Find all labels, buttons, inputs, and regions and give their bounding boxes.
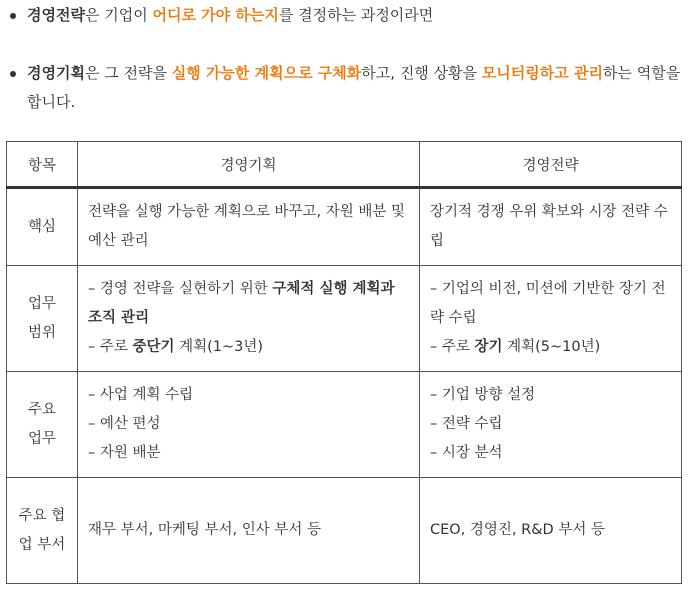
list-item: – 자원 배분	[88, 445, 161, 461]
header-planning: 경영기획	[78, 142, 420, 188]
cell-planning-collab: 재무 부서, 마케팅 부서, 인사 부서 등	[78, 478, 420, 584]
bullet-text: 하고, 진행 상황을	[361, 64, 482, 82]
bullet-text: 은 기업이	[84, 6, 153, 24]
highlight-text: 어디로 가야 하는지	[152, 6, 279, 24]
row-label-tasks: 주요 업무	[7, 372, 78, 478]
cell-strategy-core: 장기적 경쟁 우위 확보와 시장 전략 수립	[420, 188, 682, 266]
cell-planning-tasks	[78, 372, 420, 478]
table-row	[7, 188, 682, 266]
list-item: – 기업 방향 설정	[430, 387, 536, 403]
bullet-strategy	[0, 1, 692, 30]
scope-text: – 기업의 비전, 미션에 기반한 장기 전략 수립	[430, 281, 666, 326]
comparison-table	[6, 141, 682, 584]
table-row	[7, 478, 682, 584]
table-header	[7, 142, 682, 188]
scope-text: – 주로	[88, 339, 133, 355]
highlight-text: 모니터링하고 관리	[481, 64, 603, 82]
term-planning: 경영기획	[27, 64, 85, 82]
header-strategy: 경영전략	[420, 142, 682, 188]
scope-text: 계획(5~10년)	[502, 339, 601, 355]
row-label-collab: 주요 협업 부서	[7, 478, 78, 584]
cell-planning-scope	[78, 266, 420, 372]
summary-bullet-list	[0, 0, 692, 111]
list-item: – 시장 분석	[430, 445, 503, 461]
bullet-dot-icon	[10, 13, 16, 19]
scope-bold-text: 장기	[474, 339, 503, 355]
bullet-text: 은 그 전략을	[84, 64, 172, 82]
table-row	[7, 266, 682, 372]
bullet-text: 하는 역할을 합니다.	[27, 64, 681, 111]
bullet-planning	[0, 59, 692, 117]
scope-text: – 경영 전략을 실현하기 위한	[88, 281, 273, 297]
table-header-row	[7, 142, 682, 188]
row-label-scope: 업무 범위	[7, 266, 78, 372]
cell-strategy-collab: CEO, 경영진, R&D 부서 등	[420, 478, 682, 584]
term-strategy: 경영전략	[27, 6, 85, 24]
row-label-core: 핵심	[7, 188, 78, 266]
cell-strategy-tasks	[420, 372, 682, 478]
bullet-dot-icon	[10, 71, 16, 77]
cell-planning-core: 전략을 실행 가능한 계획으로 바꾸고, 자원 배분 및 예산 관리	[78, 188, 420, 266]
list-item: – 사업 계획 수립	[88, 387, 194, 403]
bullet-text: 를 결정하는 과정이라면	[278, 6, 434, 24]
scope-text: – 주로	[430, 339, 475, 355]
highlight-text: 실행 가능한 계획으로 구체화	[171, 64, 362, 82]
header-item: 항목	[7, 142, 78, 188]
list-item: – 전략 수립	[430, 416, 503, 432]
scope-bold-text: 구체적 실행 계획과 조직 관리	[88, 281, 395, 326]
scope-text: 계획(1~3년)	[174, 339, 264, 355]
scope-bold-text: 중단기	[132, 339, 175, 355]
table-row	[7, 372, 682, 478]
cell-strategy-scope	[420, 266, 682, 372]
list-item: – 예산 편성	[88, 416, 161, 432]
